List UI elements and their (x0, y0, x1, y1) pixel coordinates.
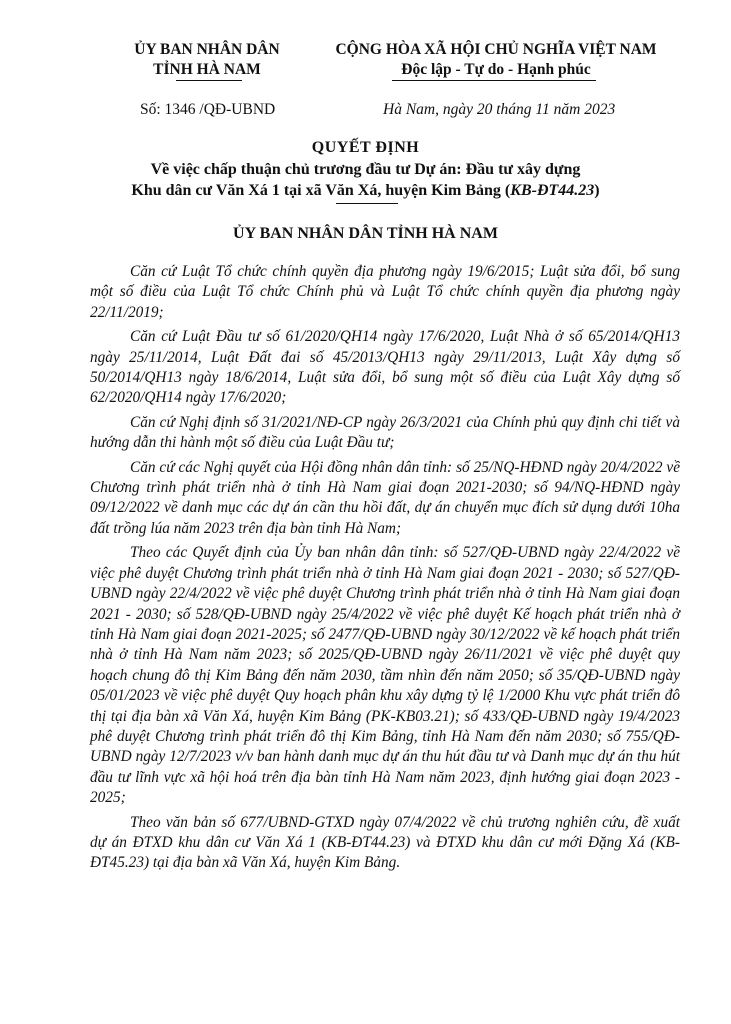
issuer-heading: ỦY BAN NHÂN DÂN TỈNH HÀ NAM (233, 225, 498, 242)
subject-line-2-text: Khu dân cư Văn Xá 1 tại xã Văn Xá, huyện Kim Bảng ( (131, 182, 511, 199)
issuing-agency (112, 40, 302, 80)
paragraph-1: Căn cứ Luật Tổ chức chính quyền địa phương ngày 19/6/2015; Luật sửa đổi, bổ sung một số điều của Luật Tổ chức Chính phủ và Luật Tổ chức chính quyền địa phương ngày 22/11/2019; (90, 263, 680, 321)
agency-line-1: ỦY BAN NHÂN DÂN (134, 41, 280, 58)
national-title (306, 40, 686, 80)
paragraph-5: Theo các Quyết định của Ủy ban nhân dân tỉnh: số 527/QĐ-UBND ngày 22/4/2022 về việc phê duyệt Chương trình phát triển nhà ở tỉnh Hà Nam giai đoạn 2021 - 2030; số 527/QĐ-UBND ngày 22/4/2022 về việc phê duyệt Chương trình phát triển nhà ở tỉnh Hà Nam giai đoạn 2021 - 2030; số 528/QĐ-UBND ngày 25/4/2022 về việc phê duyệt Kế hoạch phát triển nhà ở tỉnh Hà Nam giai đoạn 2021-2025; số 2477/QĐ-UBND ngày 30/12/2022 về kế hoạch phát triển nhà ở tỉnh Hà Nam năm 2023; số 2025/QĐ-UBND ngày 26/11/2021 về việc phê duyệt quy hoạch chung đô thị Kim Bảng đến năm 2030, tầm nhìn đến năm 2050; số 35/QĐ-UBND ngày 05/01/2023 về việc phê duyệt Quy hoạch phân khu xây dựng tỷ lệ 1/2000 Khu vực phát triển đô thị tại địa bàn xã Văn Xá, huyện Kim Bảng (PK-KB03.21); số 433/QĐ-UBND ngày 19/4/2023 phê duyệt Chương trình phát triển đô thị Kim Bảng, tỉnh Hà Nam đến năm 2030; số 755/QĐ-UBND ngày 12/7/2023 v/v ban hành danh mục dự án thu hút đầu tư và Danh mục dự án thu hút đầu tư lĩnh vực xã hội hoá trên địa bàn tỉnh Hà Nam năm 2023, định hướng giai đoạn 2023 - 2025; (90, 544, 680, 807)
legal-bases (90, 262, 680, 878)
nation-name: CỘNG HÒA XÃ HỘI CHỦ NGHĨA VIỆT NAM (335, 41, 657, 58)
motto-underline (392, 80, 596, 81)
paragraph-6: Theo văn bản số 677/UBND-GTXD ngày 07/4/2022 về chủ trương nghiên cứu, đề xuất dự án ĐTXD khu dân cư Văn Xá 1 (KB-ĐT44.23) và ĐTXD khu dân cư mới Đặng Xá (KB-ĐT45.23) tại địa bàn xã Văn Xá, huyện Kim Bảng. (90, 813, 680, 872)
paragraph-4: Căn cứ các Nghị quyết của Hội đồng nhân dân tỉnh: số 25/NQ-HĐND ngày 20/4/2022 về Chương trình phát triển nhà ở tỉnh Hà Nam giai đoạn 2021-2030; số 94/NQ-HĐND ngày 09/12/2022 về danh mục các dự án cần thu hồi đất, dự án chuyển mục đích sử dụng dưới 10ha đất trồng lúa năm 2023 trên địa bàn tỉnh Hà Nam; (90, 458, 680, 537)
subject-line-2 (60, 180, 671, 201)
paragraph-3: Căn cứ Nghị định số 31/2021/NĐ-CP ngày 26/3/2021 của Chính phủ quy định chi tiết và hướng dẫn thi hành một số điều của Luật Đầu tư; (90, 413, 680, 452)
project-code: KB-ĐT44.23 (510, 182, 595, 199)
document-date: Hà Nam, ngày 20 tháng 11 năm 2023 (383, 101, 616, 118)
subject-close: ) (594, 182, 600, 199)
document-number: Số: 1346 /QĐ-UBND (140, 101, 276, 118)
subject-line-1: Về việc chấp thuận chủ trương đầu tư Dự án: Đầu tư xây dựng (150, 161, 581, 178)
paragraph-2: Căn cứ Luật Đầu tư số 61/2020/QH14 ngày 17/6/2020, Luật Nhà ở số 65/2014/QH13 ngày 25/11/2014, Luật Đất đai số 45/2013/QH13 ngày 29/11/2013, Luật Xây dựng số 50/2014/QH13 ngày 18/6/2014, Luật sửa đổi, bổ sung một số điều của Luật Xây dựng số 62/2020/QH14 ngày 17/6/2020; (90, 328, 680, 407)
decision-heading: QUYẾT ĐỊNH (311, 139, 420, 156)
subject-underline (336, 203, 398, 204)
agency-underline (176, 80, 242, 81)
decision-subject (60, 159, 671, 201)
national-motto: Độc lập - Tự do - Hạnh phúc (401, 61, 591, 78)
agency-line-2: TỈNH HÀ NAM (153, 61, 261, 78)
